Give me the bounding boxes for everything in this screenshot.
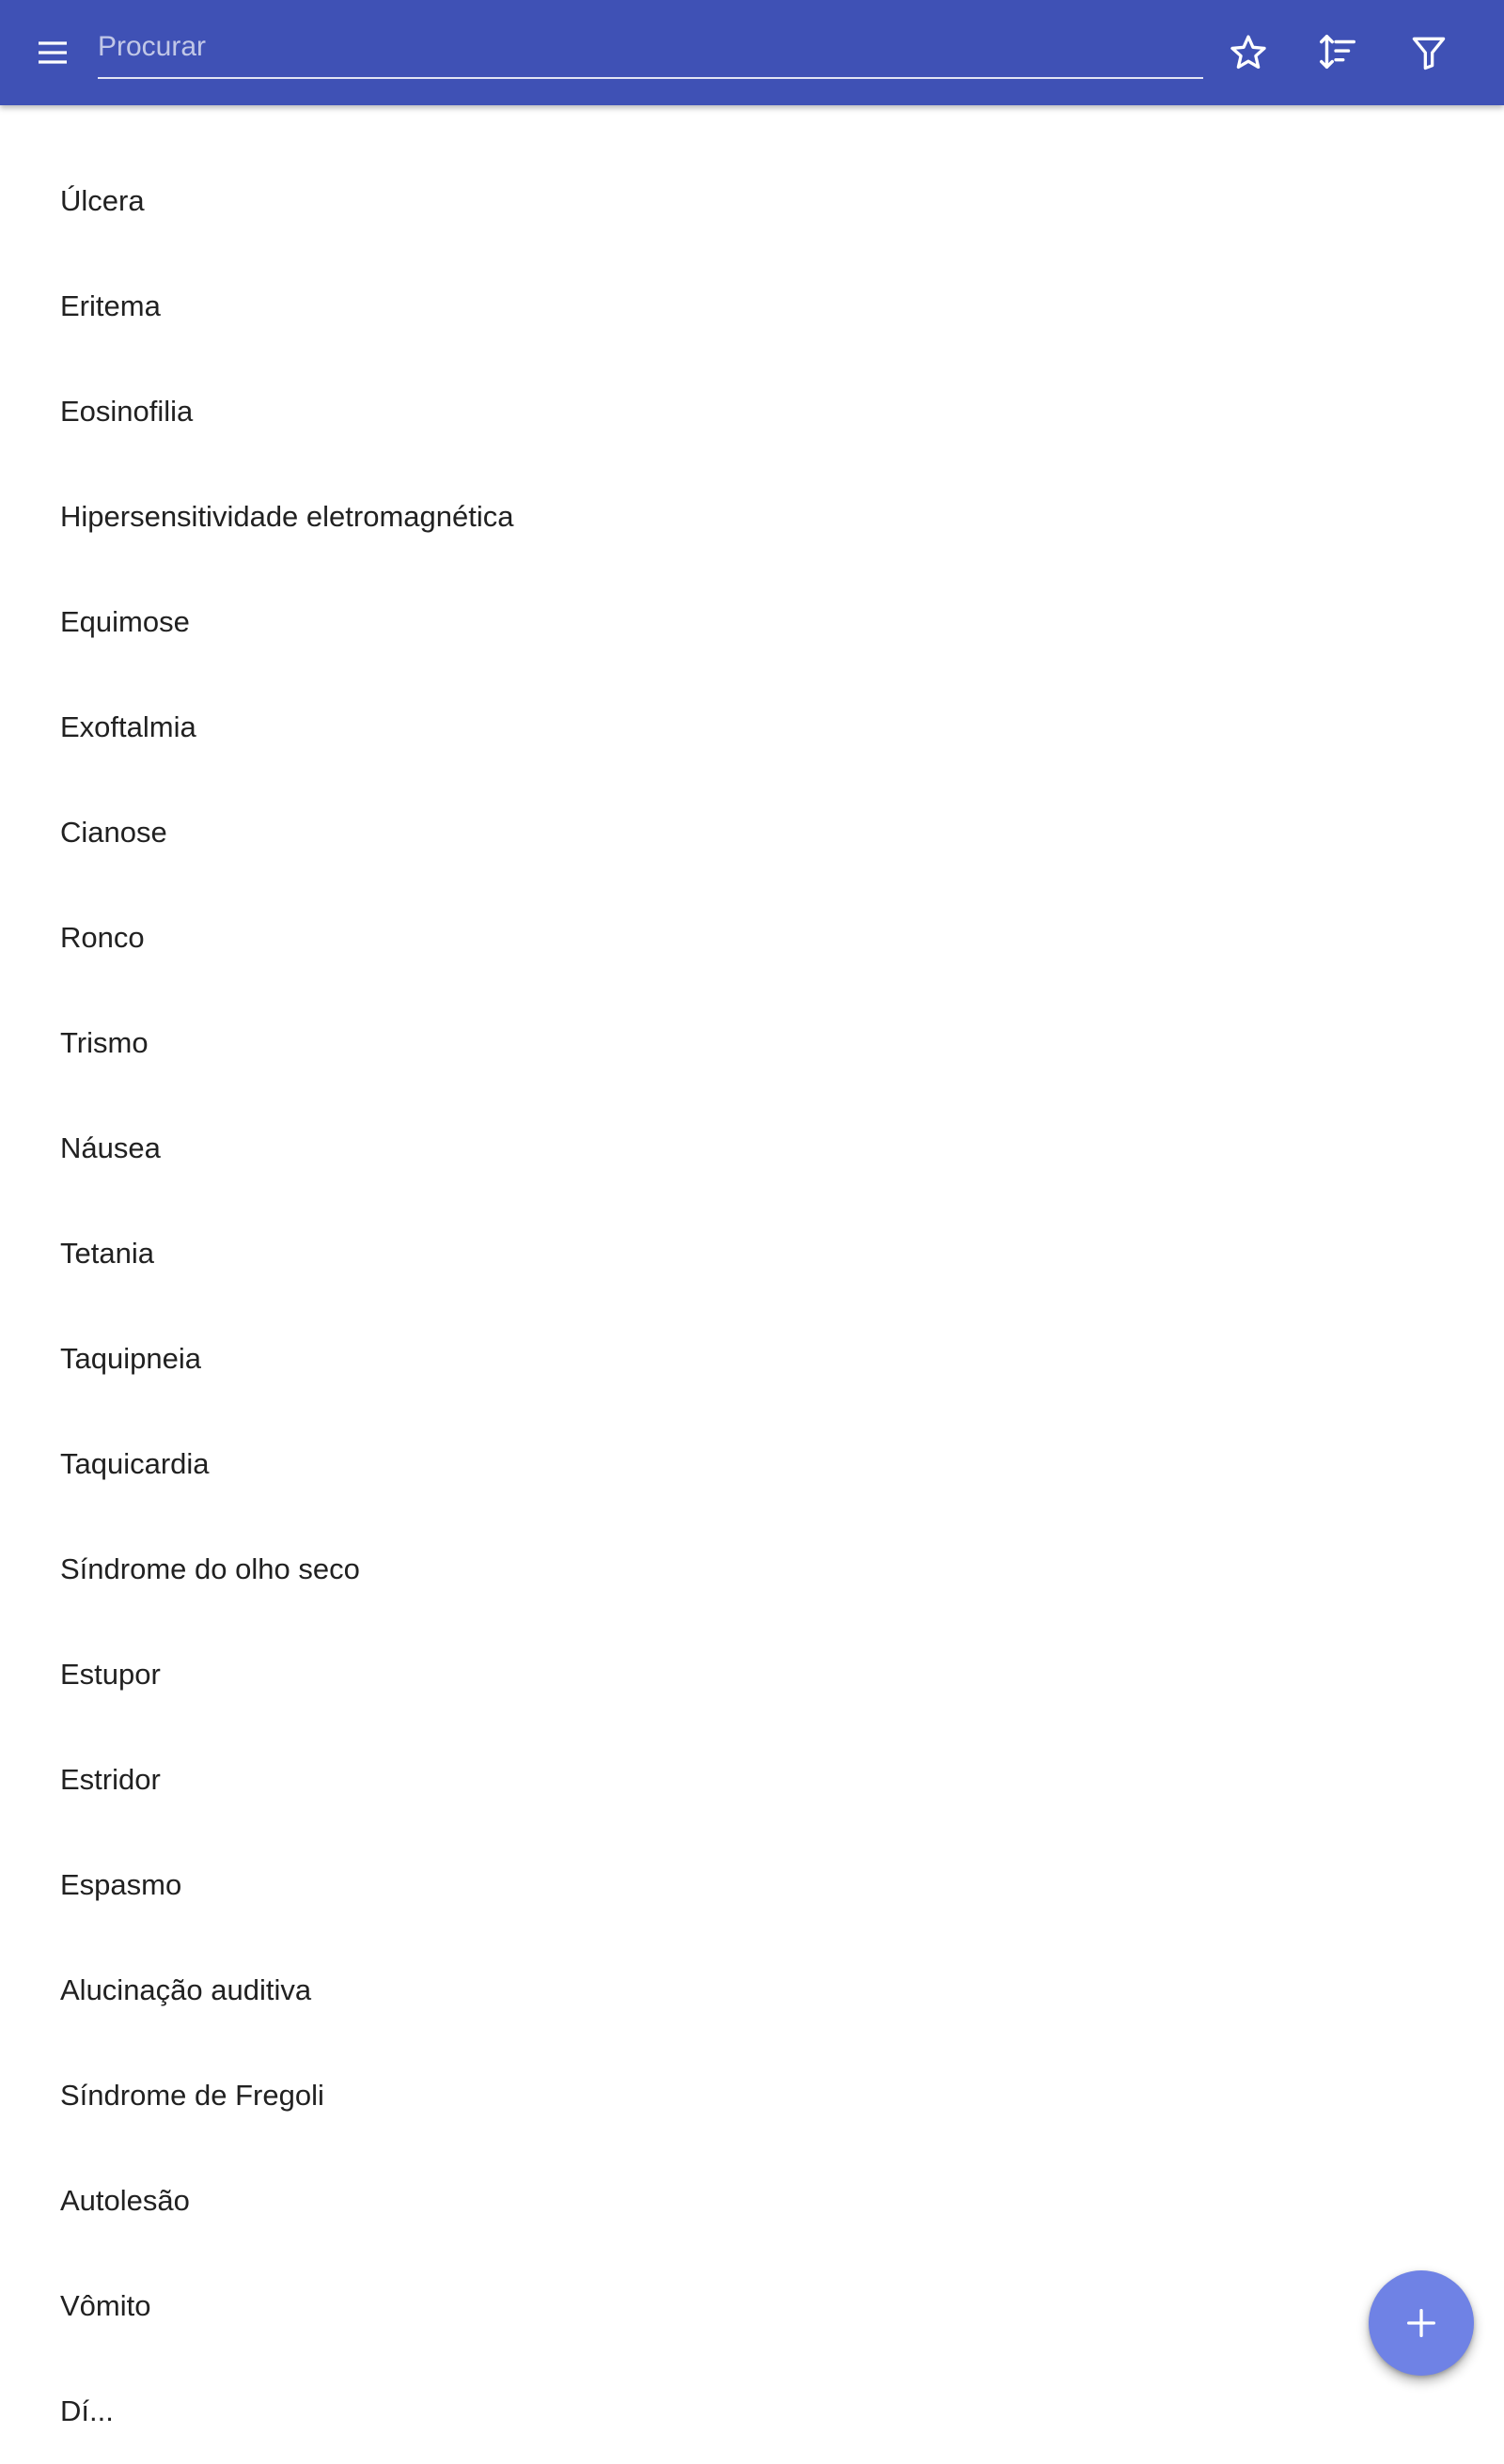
list-item[interactable]: Síndrome de Fregoli xyxy=(60,2079,324,2112)
list-item[interactable]: Síndrome do olho seco xyxy=(60,1552,360,1585)
list-item[interactable]: Cianose xyxy=(60,816,167,849)
list-item[interactable]: Estridor xyxy=(60,1763,161,1796)
star-outline-icon xyxy=(1228,32,1269,73)
list-item[interactable]: Taquicardia xyxy=(60,1447,210,1480)
list-item[interactable]: Taquipneia xyxy=(60,1342,201,1375)
symptom-list xyxy=(0,105,1504,2427)
list-item[interactable]: Úlcera xyxy=(60,184,145,217)
list-item[interactable]: Vômito xyxy=(60,2289,151,2322)
list-item[interactable]: Eritema xyxy=(60,289,161,322)
filter-button[interactable] xyxy=(1391,15,1466,90)
list-item[interactable]: Ronco xyxy=(60,921,145,954)
add-button[interactable] xyxy=(1369,2270,1474,2376)
list-item[interactable]: Náusea xyxy=(60,1131,161,1164)
menu-icon xyxy=(34,34,71,71)
list-item[interactable]: Equimose xyxy=(60,605,190,638)
list-item[interactable]: Tetania xyxy=(60,1237,154,1270)
app-bar xyxy=(0,0,1504,105)
add-icon xyxy=(1402,2304,1440,2342)
list-item[interactable]: Eosinofilia xyxy=(60,395,194,428)
list-item[interactable]: Estupor xyxy=(60,1658,161,1691)
list-item[interactable]: Trismo xyxy=(60,1026,149,1059)
filter-outline-icon xyxy=(1408,32,1449,73)
list-item[interactable]: Dí... xyxy=(60,2394,114,2427)
list-item[interactable]: Autolesão xyxy=(60,2184,190,2217)
search-field xyxy=(98,19,1203,79)
menu-button[interactable] xyxy=(15,15,90,90)
sort-icon xyxy=(1316,31,1359,74)
list-item[interactable]: Exoftalmia xyxy=(60,710,196,743)
search-input[interactable] xyxy=(98,19,1203,75)
sort-button[interactable] xyxy=(1300,15,1375,90)
list-item[interactable]: Alucinação auditiva xyxy=(60,1973,312,2006)
list-item[interactable]: Espasmo xyxy=(60,1868,182,1901)
list-item[interactable]: Hipersensitividade eletromagnética xyxy=(60,500,514,533)
favorites-button[interactable] xyxy=(1211,15,1286,90)
